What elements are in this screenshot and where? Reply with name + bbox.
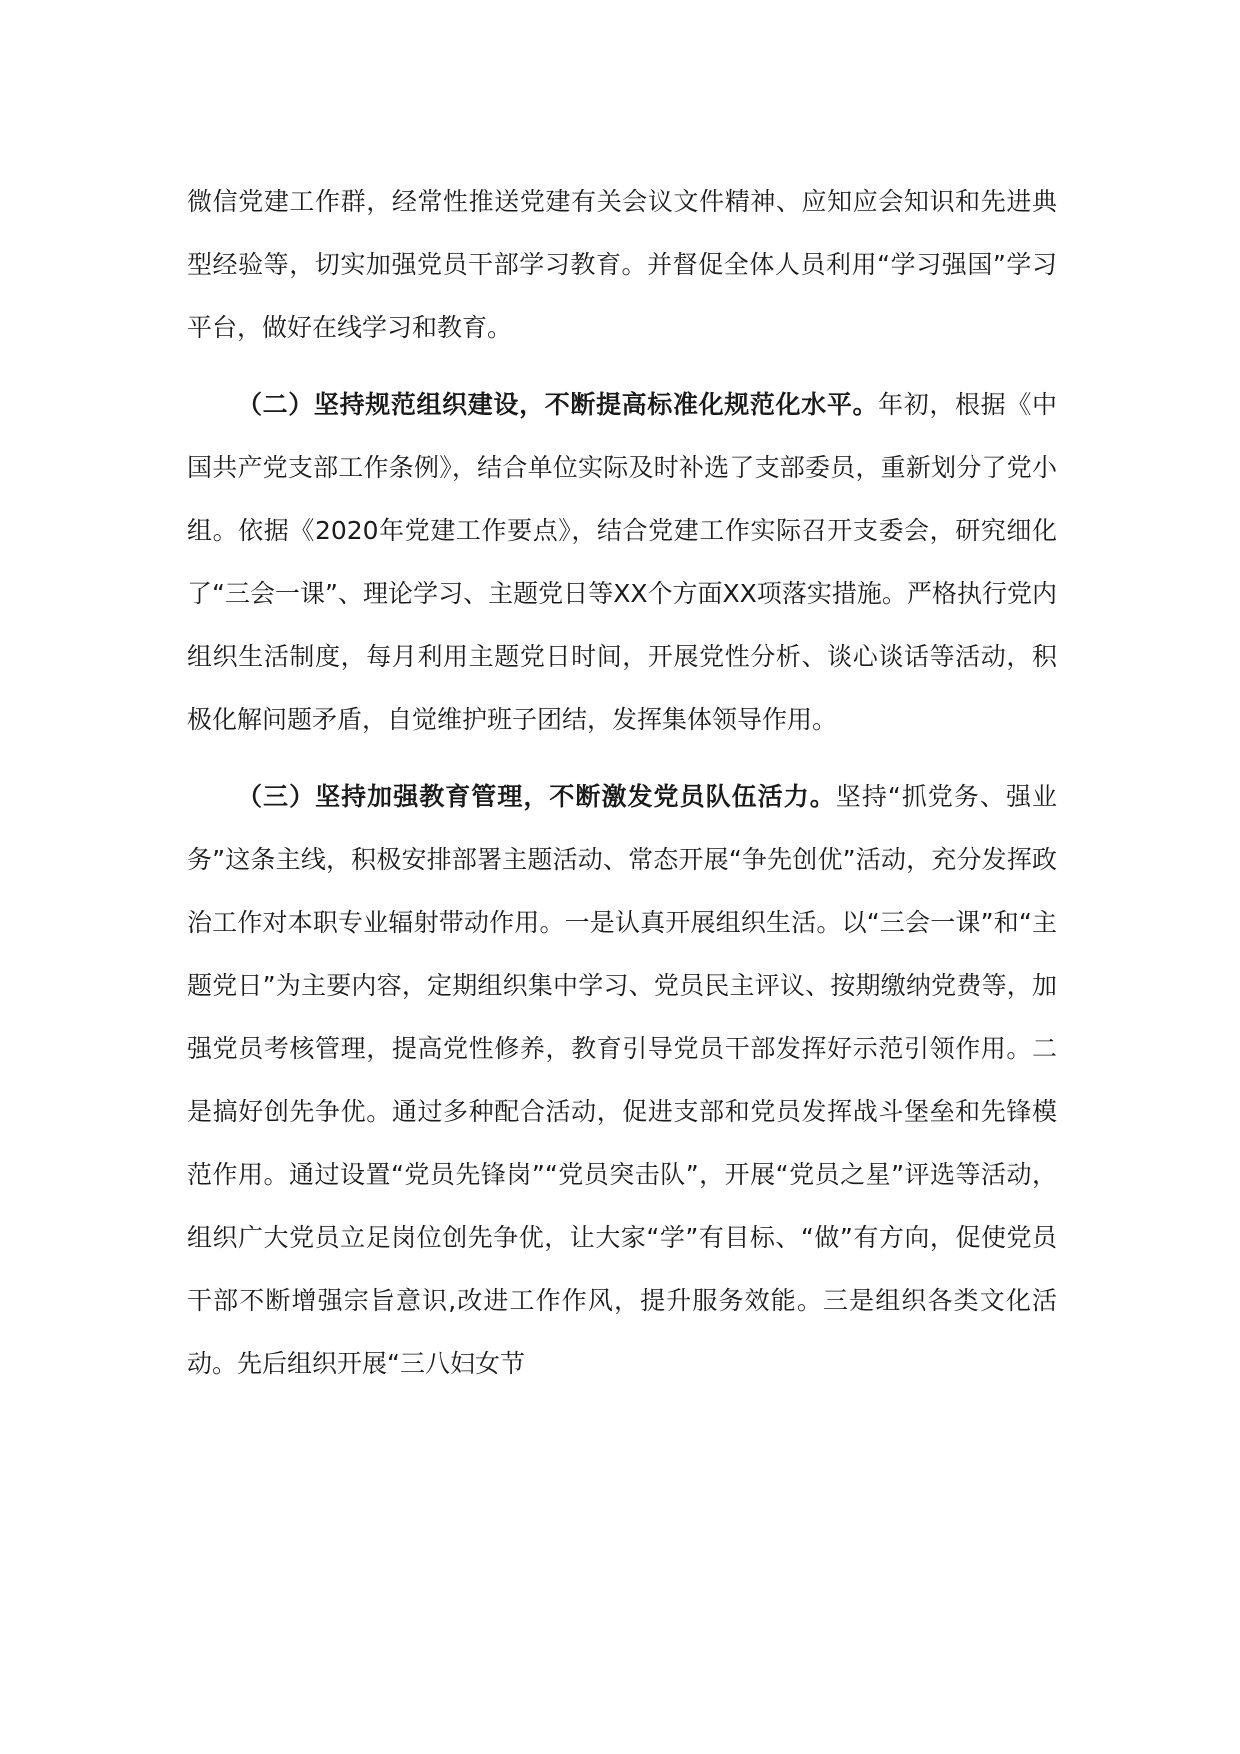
document-body bbox=[187, 170, 1057, 1395]
paragraph-continuation bbox=[187, 170, 1057, 359]
paragraph-text: 微信党建工作群，经常性推送党建有关会议文件精神、应知应会知识和先进典型经验等，切实加强党员干部学习教育。并督促全体人员利用“学习强国”学习平台，做好在线学习和教育。 bbox=[187, 187, 1057, 342]
paragraph-text: 年初，根据《中国共产党支部工作条例》，结合单位实际及时补选了支部委员，重新划分了党小组。依据《2020年党建工作要点》，结合党建工作实际召开支委会，研究细化了“三会一课”、理论学习、主题党日等XX个方面XX项落实措施。严格执行党内组织生活制度，每月利用主题党日时间，开展党性分析、谈心谈话等活动，积极化解问题矛盾，自觉维护班子团结，发挥集体领导作用。 bbox=[187, 390, 1057, 734]
section-heading: （三）坚持加强教育管理，不断激发党员队伍活力。 bbox=[237, 782, 836, 811]
paragraph-text: 坚持“抓党务、强业务”这条主线，积极安排部署主题活动、常态开展“争先创优”活动，充分发挥政治工作对本职专业辐射带动作用。一是认真开展组织生活。以“三会一课”和“主题党日”为主要内容，定期组织集中学习、党员民主评议、按期缴纳党费等，加强党员考核管理，提高党性修养，教育引导党员干部发挥好示范引领作用。二是搞好创先争优。通过多种配合活动，促进支部和党员发挥战斗堡垒和先锋模范作用。通过设置“党员先锋岗”“党员突击队”，开展“党员之星”评选等活动，组织广大党员立足岗位创先争优，让大家“学”有目标、“做”有方向，促使党员干部不断增强宗旨意识,改进工作作风，提升服务效能。三是组织各类文化活动。先后组织开展“三八妇女节 bbox=[187, 782, 1057, 1378]
paragraph-section-3 bbox=[187, 765, 1057, 1395]
section-heading: （二）坚持规范组织建设，不断提高标准化规范化水平。 bbox=[237, 390, 879, 419]
paragraph-section-2 bbox=[187, 373, 1057, 751]
